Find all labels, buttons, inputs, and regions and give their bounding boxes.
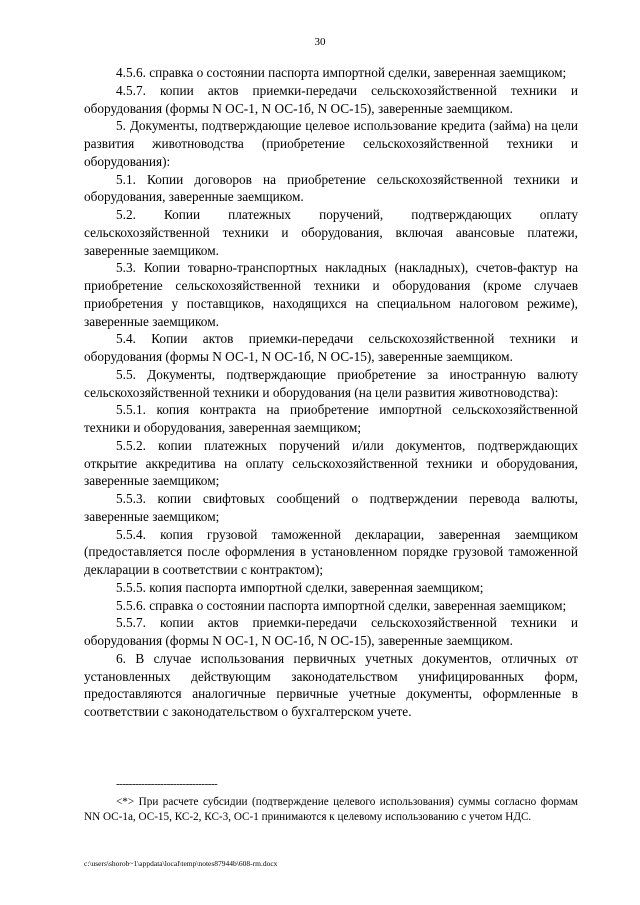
paragraph-6: 6. В случае использования первичных учетных документов, отличных от установленных действующим законодательством унифицированных форм, предоставляются аналогичные первичные учетные документы, оформленные в соответствии с законодательством о бухгалтерском учете.	[84, 650, 578, 719]
footnote-separator: --------------------------------	[116, 778, 218, 790]
footnote-text: <*> При расчете субсидии (подтверждение целевого использования) суммы согласно формам NN ОС-1а, ОС-15, КС-2, КС-3, ОС-1 принимаются к целевому использованию с учетом НДС.	[84, 796, 578, 824]
paragraph-5-5-2: 5.5.2. копии платежных поручений и/или документов, подтверждающих открытие аккредитива на оплату сельскохозяйственной техники и оборудования, заверенные заемщиком;	[84, 437, 578, 489]
paragraph-5-5-4: 5.5.4. копия грузовой таможенной декларации, заверенная заемщиком (предоставляется после оформления в установленном порядке грузовой таможенной декларации в соответствии с контрактом);	[84, 526, 578, 577]
page-number: 30	[314, 36, 326, 48]
paragraph-5-4: 5.4. Копии актов приемки-передачи сельскохозяйственной техники и оборудования (формы N ОС-1, N ОС-1б, N ОС-15), заверенные заемщиком.	[84, 331, 578, 364]
paragraph-5-5: 5.5. Документы, подтверждающие приобретение за иностранную валюту сельскохозяйственной техники и оборудования (на цели развития животноводства):	[84, 366, 578, 400]
footnote	[84, 795, 578, 826]
paragraph-5-5-1: 5.5.1. копия контракта на приобретение импортной сельскохозяйственной техники и оборудования, заверенная заемщиком;	[84, 402, 578, 435]
paragraph-5-5-3: 5.5.3. копии свифтовых сообщений о подтверждении перевода валюты, заверенные заемщиком;	[84, 491, 578, 524]
paragraph-5: 5. Документы, подтверждающие целевое использование кредита (займа) на цели развития животноводства (приобретение сельскохозяйственной техники и оборудования):	[84, 118, 578, 169]
paragraph-5-5-5: 5.5.5. копия паспорта импортной сделки, заверенная заемщиком;	[116, 579, 484, 595]
paragraph-5-5-7: 5.5.7. копии актов приемки-передачи сельскохозяйственной техники и оборудования (формы N ОС-1, N ОС-1б, N ОС-15), заверенные заемщиком.	[84, 615, 578, 648]
paragraph-4-5-7: 4.5.7. копии актов приемки-передачи сельскохозяйственной техники и оборудования (формы N ОС-1, N ОС-1б, N ОС-15), заверенные заемщиком.	[84, 82, 578, 116]
paragraph-4-5-6: 4.5.6. справка о состоянии паспорта импортной сделки, заверенная заемщиком;	[116, 65, 567, 80]
paragraph-5-1: 5.1. Копии договоров на приобретение сельскохозяйственной техники и оборудования, заверенные заемщиком.	[84, 171, 578, 205]
paragraph-5-5-6: 5.5.6. справка о состоянии паспорта импортной сделки, заверенная заемщиком;	[116, 597, 567, 613]
body-text	[84, 64, 578, 721]
paragraph-5-2: 5.2. Копии платежных поручений, подтверждающих оплату сельскохозяйственной техники и оборудования, включая авансовые платежи, заверенные заемщиком.	[84, 207, 578, 258]
file-path: c:\users\shorob~1\appdata\local\temp\notes87944b\608-rm.docx	[84, 859, 278, 868]
paragraph-5-3: 5.3. Копии товарно-транспортных накладных (накладных), счетов-фактур на приобретение сельскохозяйственной техники и оборудования (кроме случаев приобретения у поставщиков, находящихся на специальном налоговом режиме), заверенные заемщиком.	[84, 260, 578, 329]
